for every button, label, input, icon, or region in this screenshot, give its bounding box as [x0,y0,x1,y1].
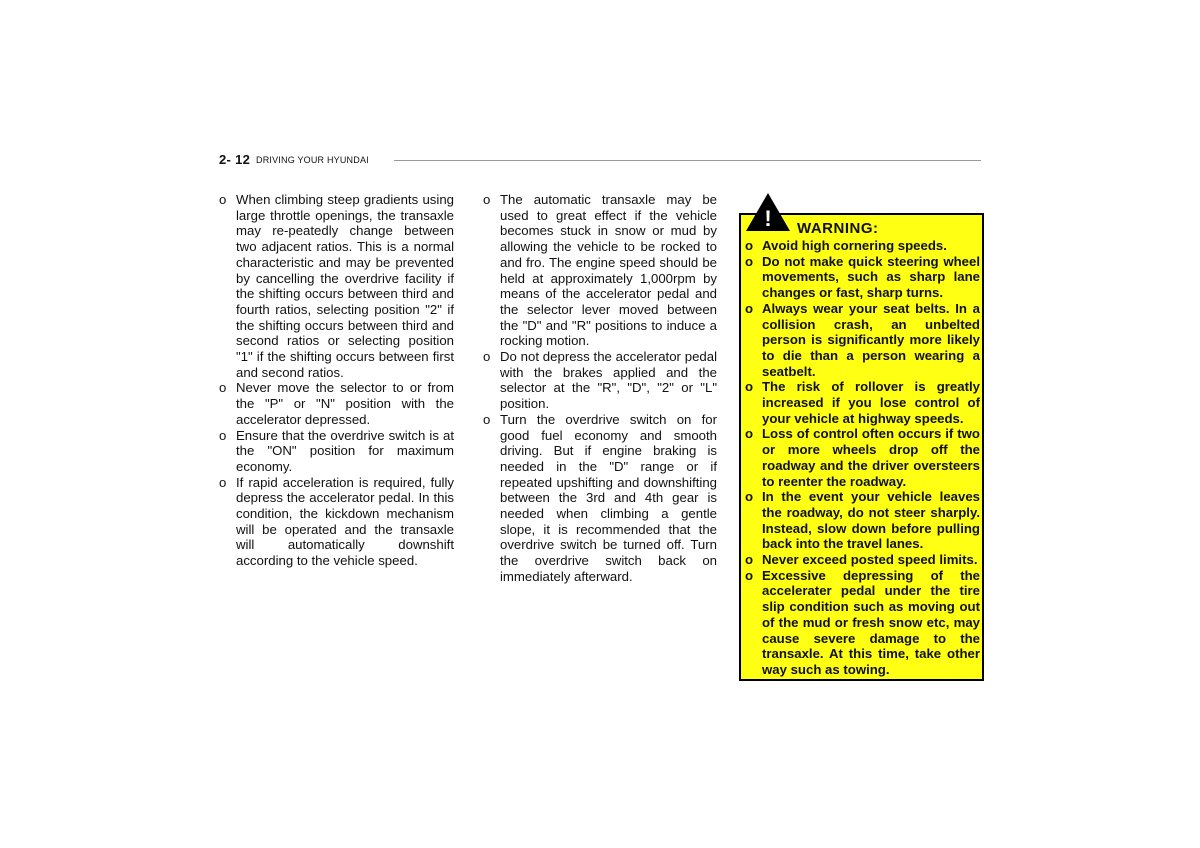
warning-symbol: ! [764,206,772,231]
list-item: o Do not depress the accelerator pedal with the brakes applied and the selector at the "R", "D", "2" or "L" position. [483,349,717,412]
warning-list [745,238,980,678]
list-item: o When climbing steep gradients using large throttle openings, the transaxle may re-peatedly change between two adjacent ratios. This is a normal characteristic and may be prevented by cancelling the overdrive facility if the shifting occurs between third and fourth ratios, selecting position "2" if the shifting occurs between third and second ratios or selecting position "1" if the shifting occurs between first and second ratios. [219,192,454,380]
list-item: o If rapid acceleration is required, fully depress the accelerator pedal. In this condition, the kickdown mechanism will be operated and the transaxle will automatically downshift according to the vehicle speed. [219,475,454,569]
page-header [219,152,981,168]
list-item: o Turn the overdrive switch on for good fuel economy and smooth driving. But if engine braking is needed in the "D" range or if repeated upshifting and downshifting between the 3rd and 4th gear is needed when climbing a gentle slope, it is recommended that the overdrive switch be turned off. Turn the overdrive switch back on immediately afterward. [483,412,717,585]
section-title: DRIVING YOUR HYUNDAI [256,155,369,165]
warning-item: o Always wear your seat belts. In a collision crash, an unbelted person is significantly more likely to die than a person wearing a seatbelt. [745,301,980,380]
warning-item: o Loss of control often occurs if two or more wheels drop off the roadway and the driver oversteers to reenter the roadway. [745,426,980,489]
warning-item: o Never exceed posted speed limits. [745,552,980,568]
warning-item: o Excessive depressing of the accelerater pedal under the tire slip condition such as moving out of the mud or fresh snow etc, may cause severe damage to the transaxle. At this time, take other way such as towing. [745,568,980,678]
warning-item: o In the event your vehicle leaves the roadway, do not steer sharply. Instead, slow down before pulling back into the travel lanes. [745,489,980,552]
list-item: o Ensure that the overdrive switch is at the "ON" position for maximum economy. [219,428,454,475]
warning-title: WARNING: [797,220,879,237]
left-text-column [219,192,454,569]
warning-icon [745,192,791,232]
warning-item: o Avoid high cornering speeds. [745,238,980,254]
list-item: o The automatic transaxle may be used to great effect if the vehicle becomes stuck in snow or mud by allowing the vehicle to be rocked to and fro. The engine speed should be held at approximately 1,000rpm by means of the accelerator pedal and the selector lever moved between the "D" and "R" positions to induce a rocking motion. [483,192,717,349]
list-item: o Never move the selector to or from the "P" or "N" position with the accelerator depressed. [219,380,454,427]
header-divider [394,160,981,161]
warning-item: o The risk of rollover is greatly increased if you lose control of your vehicle at highway speeds. [745,379,980,426]
page-number: 2- 12 [219,152,251,167]
warning-item: o Do not make quick steering wheel movements, such as sharp lane changes or fast, sharp turns. [745,254,980,301]
middle-text-column [483,192,717,585]
